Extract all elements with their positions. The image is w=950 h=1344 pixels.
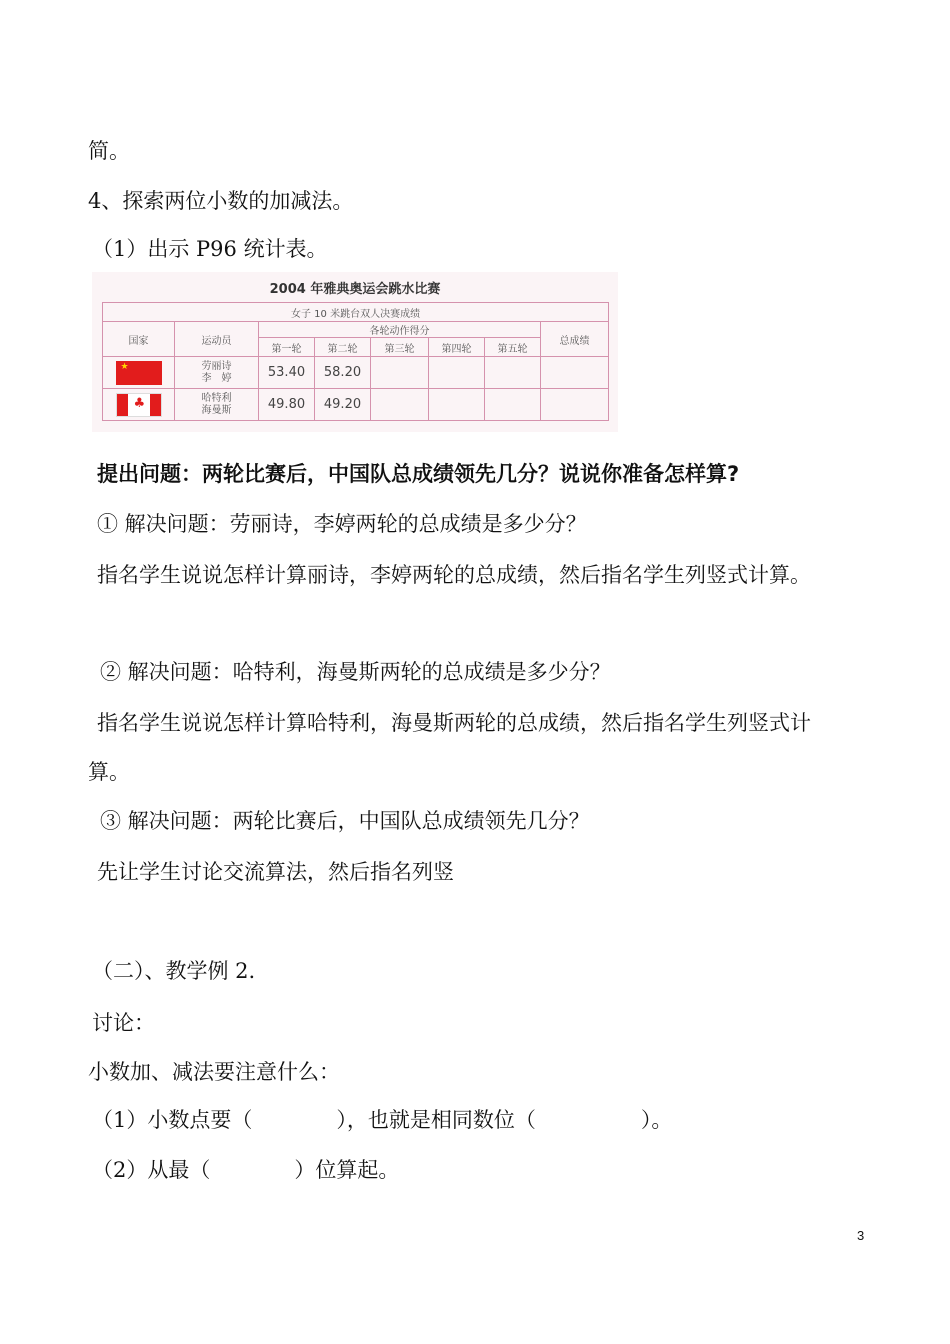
header-round: 第二轮 <box>315 338 371 357</box>
athlete-name: 劳丽诗 <box>201 360 232 372</box>
text-line: ② 解决问题：哈特利，海曼斯两轮的总成绩是多少分？ <box>100 660 611 684</box>
score-cell: 49.80 <box>259 389 315 421</box>
table-row <box>103 389 609 421</box>
score-table-image <box>92 272 618 432</box>
score-cell <box>371 389 429 421</box>
header-round: 第三轮 <box>371 338 429 357</box>
text-line: 指名学生说说怎样计算哈特利，海曼斯两轮的总成绩，然后指名学生列竖式计 <box>97 711 811 735</box>
score-cell <box>429 389 485 421</box>
section-heading: （二）、教学例 2. <box>92 959 256 983</box>
text-line: 简。 <box>88 139 130 163</box>
header-round: 第四轮 <box>429 338 485 357</box>
athlete-name: 哈特利 <box>201 392 232 404</box>
header-rounds: 各轮动作得分 <box>259 322 541 338</box>
header-athletes: 运动员 <box>175 322 259 357</box>
question-text: 提出问题：两轮比赛后，中国队总成绩领先几分？说说你准备怎样算? <box>97 462 740 486</box>
score-cell: 58.20 <box>315 357 371 389</box>
page-number: 3 <box>857 1228 865 1243</box>
text-line: ① 解决问题：劳丽诗，李婷两轮的总成绩是多少分？ <box>97 512 587 536</box>
score-cell <box>429 357 485 389</box>
text-line: 讨论： <box>92 1011 155 1035</box>
text-line: 小数加、减法要注意什么： <box>88 1060 340 1084</box>
athlete-name: 李 婷 <box>201 372 232 384</box>
header-round: 第一轮 <box>259 338 315 357</box>
score-cell <box>371 357 429 389</box>
score-cell <box>485 357 541 389</box>
header-round: 第五轮 <box>485 338 541 357</box>
table-row <box>103 357 609 389</box>
score-table <box>102 302 609 421</box>
text-line: 指名学生说说怎样计算丽诗，李婷两轮的总成绩，然后指名学生列竖式计算。 <box>97 563 811 587</box>
china-flag-icon <box>116 361 162 385</box>
section-heading: 4、探索两位小数的加减法。 <box>88 189 354 213</box>
total-cell <box>541 389 609 421</box>
header-country: 国家 <box>103 322 175 357</box>
score-cell <box>485 389 541 421</box>
text-line: （1）出示 P96 统计表。 <box>92 237 328 261</box>
text-line: ③ 解决问题：两轮比赛后，中国队总成绩领先几分？ <box>100 809 590 833</box>
header-total: 总成绩 <box>541 322 609 357</box>
table-title: 2004 年雅典奥运会跳水比赛 <box>269 282 441 297</box>
fill-blank-line: （2）从最（ ）位算起。 <box>92 1158 400 1182</box>
table-subtitle: 女子 10 米跳台双人决赛成绩 <box>103 303 609 322</box>
canada-flag-icon <box>116 393 162 417</box>
total-cell <box>541 357 609 389</box>
athlete-name: 海曼斯 <box>201 404 232 416</box>
text-line: 先让学生讨论交流算法，然后指名列竖 <box>97 860 454 884</box>
text-line: 算。 <box>88 760 130 784</box>
score-cell: 53.40 <box>259 357 315 389</box>
fill-blank-line: （1）小数点要（ ），也就是相同数位（ ）。 <box>92 1108 673 1132</box>
score-cell: 49.20 <box>315 389 371 421</box>
